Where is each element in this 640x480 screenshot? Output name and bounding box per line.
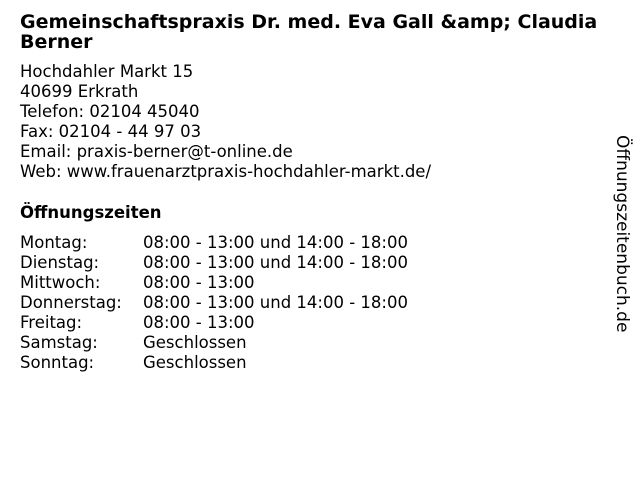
hours-row-saturday (20, 333, 610, 353)
hours-heading: Öffnungszeiten (20, 203, 162, 222)
email-address: Email: praxis-berner@t-online.de (20, 142, 293, 161)
time-value: 08:00 - 13:00 und 14:00 - 18:00 (143, 253, 408, 272)
hours-row-friday (20, 313, 610, 333)
practice-card (20, 12, 610, 373)
brand-watermark: Öffnungszeitenbuch.de (612, 135, 632, 333)
day-label: Samstag: (20, 333, 98, 352)
hours-row-thursday (20, 293, 610, 313)
practice-title: Gemeinschaftspraxis Dr. med. Eva Gall &amp; Claudia Berner (20, 11, 598, 53)
day-label: Freitag: (20, 313, 83, 332)
hours-row-wednesday (20, 273, 610, 293)
hours-row-sunday (20, 353, 610, 373)
time-value: 08:00 - 13:00 (143, 313, 255, 332)
website-address: Web: www.frauenarztpraxis-hochdahler-markt.de/ (20, 162, 432, 181)
contact-block (20, 62, 610, 182)
day-label: Dienstag: (20, 253, 100, 272)
fax-number: Fax: 02104 - 44 97 03 (20, 122, 202, 141)
street-address: Hochdahler Markt 15 (20, 62, 194, 81)
phone-number: Telefon: 02104 45040 (20, 102, 200, 121)
time-value: 08:00 - 13:00 (143, 273, 255, 292)
time-value: Geschlossen (143, 353, 247, 372)
day-label: Mittwoch: (20, 273, 101, 292)
time-value: 08:00 - 13:00 und 14:00 - 18:00 (143, 233, 408, 252)
day-label: Sonntag: (20, 353, 95, 372)
city-address: 40699 Erkrath (20, 82, 139, 101)
hours-row-tuesday (20, 253, 610, 273)
time-value: 08:00 - 13:00 und 14:00 - 18:00 (143, 293, 408, 312)
time-value: Geschlossen (143, 333, 247, 352)
day-label: Donnerstag: (20, 293, 122, 312)
opening-hours-list (20, 233, 610, 373)
hours-row-monday (20, 233, 610, 253)
day-label: Montag: (20, 233, 88, 252)
